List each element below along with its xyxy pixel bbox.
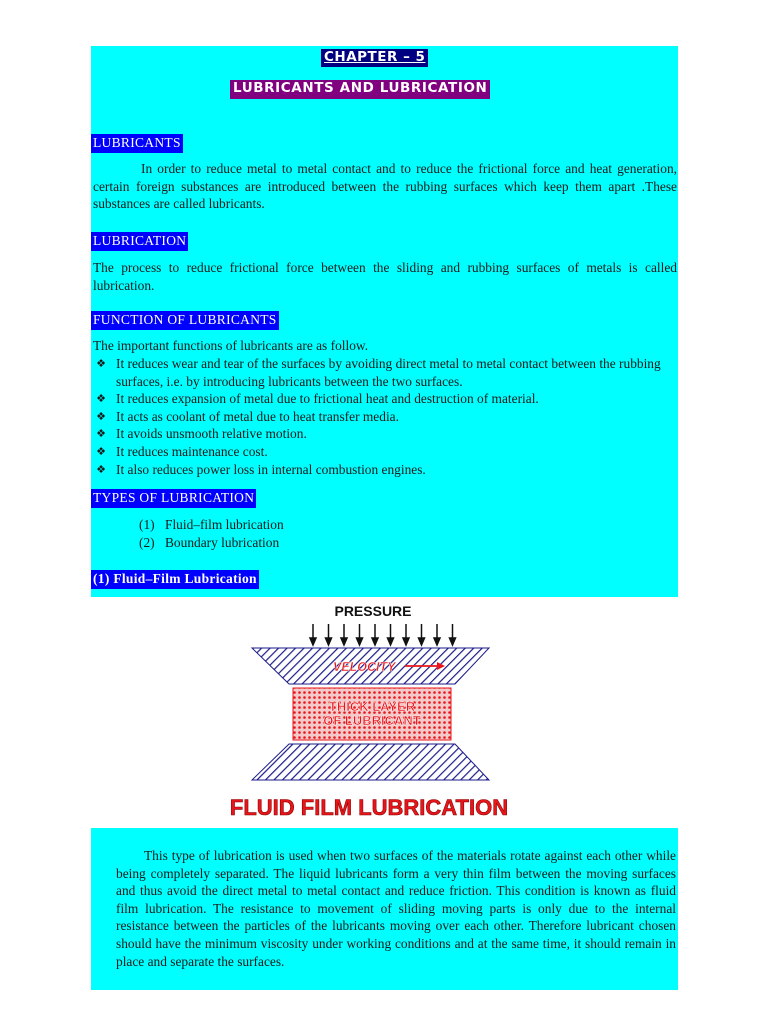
pressure-arrow-head (419, 638, 425, 645)
fluid-film-diagram (207, 600, 547, 825)
function-item-text: It reduces maintenance cost. (116, 443, 268, 459)
heading-functions: FUNCTION OF LUBRICANTS (91, 311, 279, 330)
heading-fluid-film: (1) Fluid–Film Lubrication (91, 570, 259, 589)
paragraph-lubricants: In order to reduce metal to metal contact and to reduce the frictional force and heat generation, certain foreign substances are introduced between the rubbing surfaces which keep them apart .These substances are called lubricants. (93, 161, 677, 212)
heading-lubricants: LUBRICANTS (91, 134, 183, 153)
pressure-arrow-head (310, 638, 316, 645)
pressure-arrow-head (388, 638, 394, 645)
type-item-label: Boundary lubrication (165, 534, 280, 550)
diamond-bullet-icon: ❖ (96, 444, 106, 458)
type-item (139, 534, 284, 552)
pressure-arrow-head (372, 638, 378, 645)
type-item-number: (1) (139, 517, 155, 532)
pressure-arrow-head (403, 638, 409, 645)
figure-caption: FLUID FILM LUBRICATION (229, 795, 509, 820)
chapter-number: CHAPTER – 5 (321, 49, 428, 67)
lower-surface-block (252, 744, 489, 780)
diamond-bullet-icon: ❖ (96, 462, 106, 476)
heading-lubrication: LUBRICATION (91, 232, 188, 251)
pressure-label: PRESSURE (334, 603, 412, 619)
function-item (93, 443, 677, 461)
layer-label-line1: THICK LAYER (328, 699, 416, 714)
pressure-arrow-head (434, 638, 440, 645)
function-item-text: It acts as coolant of metal due to heat transfer media. (116, 408, 399, 424)
function-item-text: It reduces wear and tear of the surfaces by avoiding direct metal to metal contact between the rubbing surfaces, i.e. by introducing lubricants between the two surfaces. (116, 356, 661, 389)
paragraph-fluid-film: This type of lubrication is used when two surfaces of the materials rotate against each other while being completely separated. The liquid lubricants form a very thin film between the moving surfaces and thus avoid the direct metal to metal contact and reduce friction. This condition is known as fluid film lubrication. The resistance to movement of sliding moving parts is only due to the internal resistance between the particles of the lubricants moving over each other. Therefore lubricant chosen should have the minimum viscosity under working conditions and at the same time, it should remain in place and separate the surfaces. (116, 848, 676, 969)
function-item (93, 355, 677, 390)
function-item (93, 425, 677, 443)
function-item (93, 390, 677, 408)
type-item-number: (2) (139, 534, 155, 550)
pressure-arrow-head (326, 638, 332, 645)
diamond-bullet-icon: ❖ (96, 427, 106, 441)
function-item (93, 408, 677, 426)
type-item-label: Fluid–film lubrication (165, 517, 284, 532)
type-item (139, 516, 284, 534)
functions-list (93, 355, 677, 478)
pressure-arrow-head (341, 638, 347, 645)
types-list (139, 516, 284, 551)
diamond-bullet-icon: ❖ (96, 392, 106, 406)
pressure-arrow-head (450, 638, 456, 645)
function-item-text: It also reduces power loss in internal combustion engines. (116, 461, 426, 477)
pressure-arrow-head (357, 638, 363, 645)
function-item (93, 461, 677, 479)
function-item-text: It reduces expansion of metal due to frictional heat and destruction of material. (116, 391, 539, 407)
diamond-bullet-icon: ❖ (96, 409, 106, 423)
pressure-arrows (310, 624, 456, 645)
velocity-label: VELOCITY (333, 660, 396, 674)
layer-label-line2: OF LUBRICANT (323, 713, 421, 728)
diamond-bullet-icon: ❖ (96, 357, 106, 370)
heading-types: TYPES OF LUBRICATION (91, 489, 256, 508)
chapter-title: LUBRICANTS AND LUBRICATION (230, 80, 490, 99)
functions-intro: The important functions of lubricants are as follow. (93, 338, 369, 353)
function-item-text: It avoids unsmooth relative motion. (116, 426, 307, 442)
paragraph-lubrication: The process to reduce frictional force between the sliding and rubbing surfaces of metals is called lubrication. (93, 260, 677, 293)
